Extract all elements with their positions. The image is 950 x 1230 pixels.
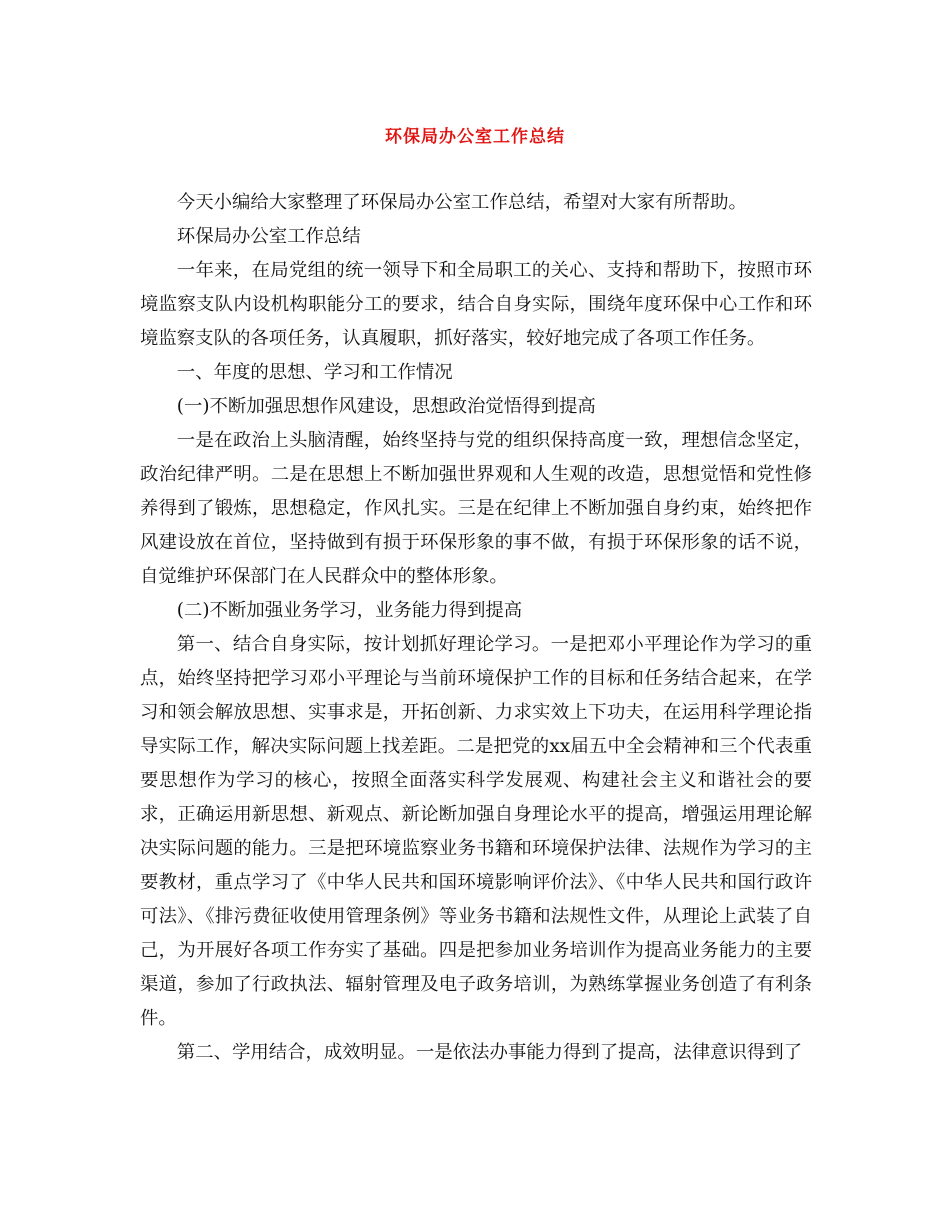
paragraph-intro: 今天小编给大家整理了环保局办公室工作总结，希望对大家有所帮助。 <box>176 192 747 213</box>
document-title: 环保局办公室工作总结 <box>385 127 565 147</box>
subsection-heading-1: (一)不断加强思想作风建设，思想政治觉悟得到提高 <box>176 396 596 417</box>
paragraph-subtitle: 环保局办公室工作总结 <box>176 226 361 247</box>
paragraph-ideology: 一是在政治上头脑清醒，始终坚持与党的组织保持高度一致，理想信念坚定，政治纪律严明。二是在思想上不断加强世界观和人生观的改造，思想觉悟和党性修养得到了锻炼，思想稳定，作风扎实。三是在纪律上不断加强自身约束，始终把作风建设放在首位，坚持做到有损于环保形象的事不做，有损于环保形象的话不说，自觉维护环保部门在人民群众中的整体形象。 <box>140 430 812 587</box>
document-body <box>140 186 812 1070</box>
paragraph-overview: 一年来，在局党组的统一领导下和全局职工的关心、支持和帮助下，按照市环境监察支队内设机构职能分工的要求，结合自身实际，围绕年度环保中心工作和环境监察支队的各项任务，认真履职，抓好落实，较好地完成了各项工作任务。 <box>140 260 812 349</box>
paragraph-practice: 第二、学用结合，成效明显。一是依法办事能力得到了提高，法律意识得到了 <box>176 1042 803 1063</box>
paragraph-study: 第一、结合自身实际，按计划抓好理论学习。一是把邓小平理论作为学习的重点，始终坚持把学习邓小平理论与当前环境保护工作的目标和任务结合起来，在学习和领会解放思想、实事求是，开拓创新、力求实效上下功夫，在运用科学理论指导实际工作，解决实际问题上找差距。二是把党的xx届五中全会精神和三个代表重要思想作为学习的核心，按照全面落实科学发展观、构建社会主义和谐社会的要求，正确运用新思想、新观点、新论断加强自身理论水平的提高，增强运用理论解决实际问题的能力。三是把环境监察业务书籍和环境保护法律、法规作为学习的主要教材，重点学习了《中华人民共和国环境影响评价法》、《中华人民共和国行政许可法》、《排污费征收使用管理条例》等业务书籍和法规性文件，从理论上武装了自己，为开展好各项工作夯实了基础。四是把参加业务培训作为提高业务能力的主要渠道，参加了行政执法、辐射管理及电子政务培训，为熟练掌握业务创造了有利条件。 <box>140 634 812 1029</box>
subsection-heading-2: (二)不断加强业务学习，业务能力得到提高 <box>176 600 523 621</box>
section-heading-1: 一、年度的思想、学习和工作情况 <box>176 362 453 383</box>
